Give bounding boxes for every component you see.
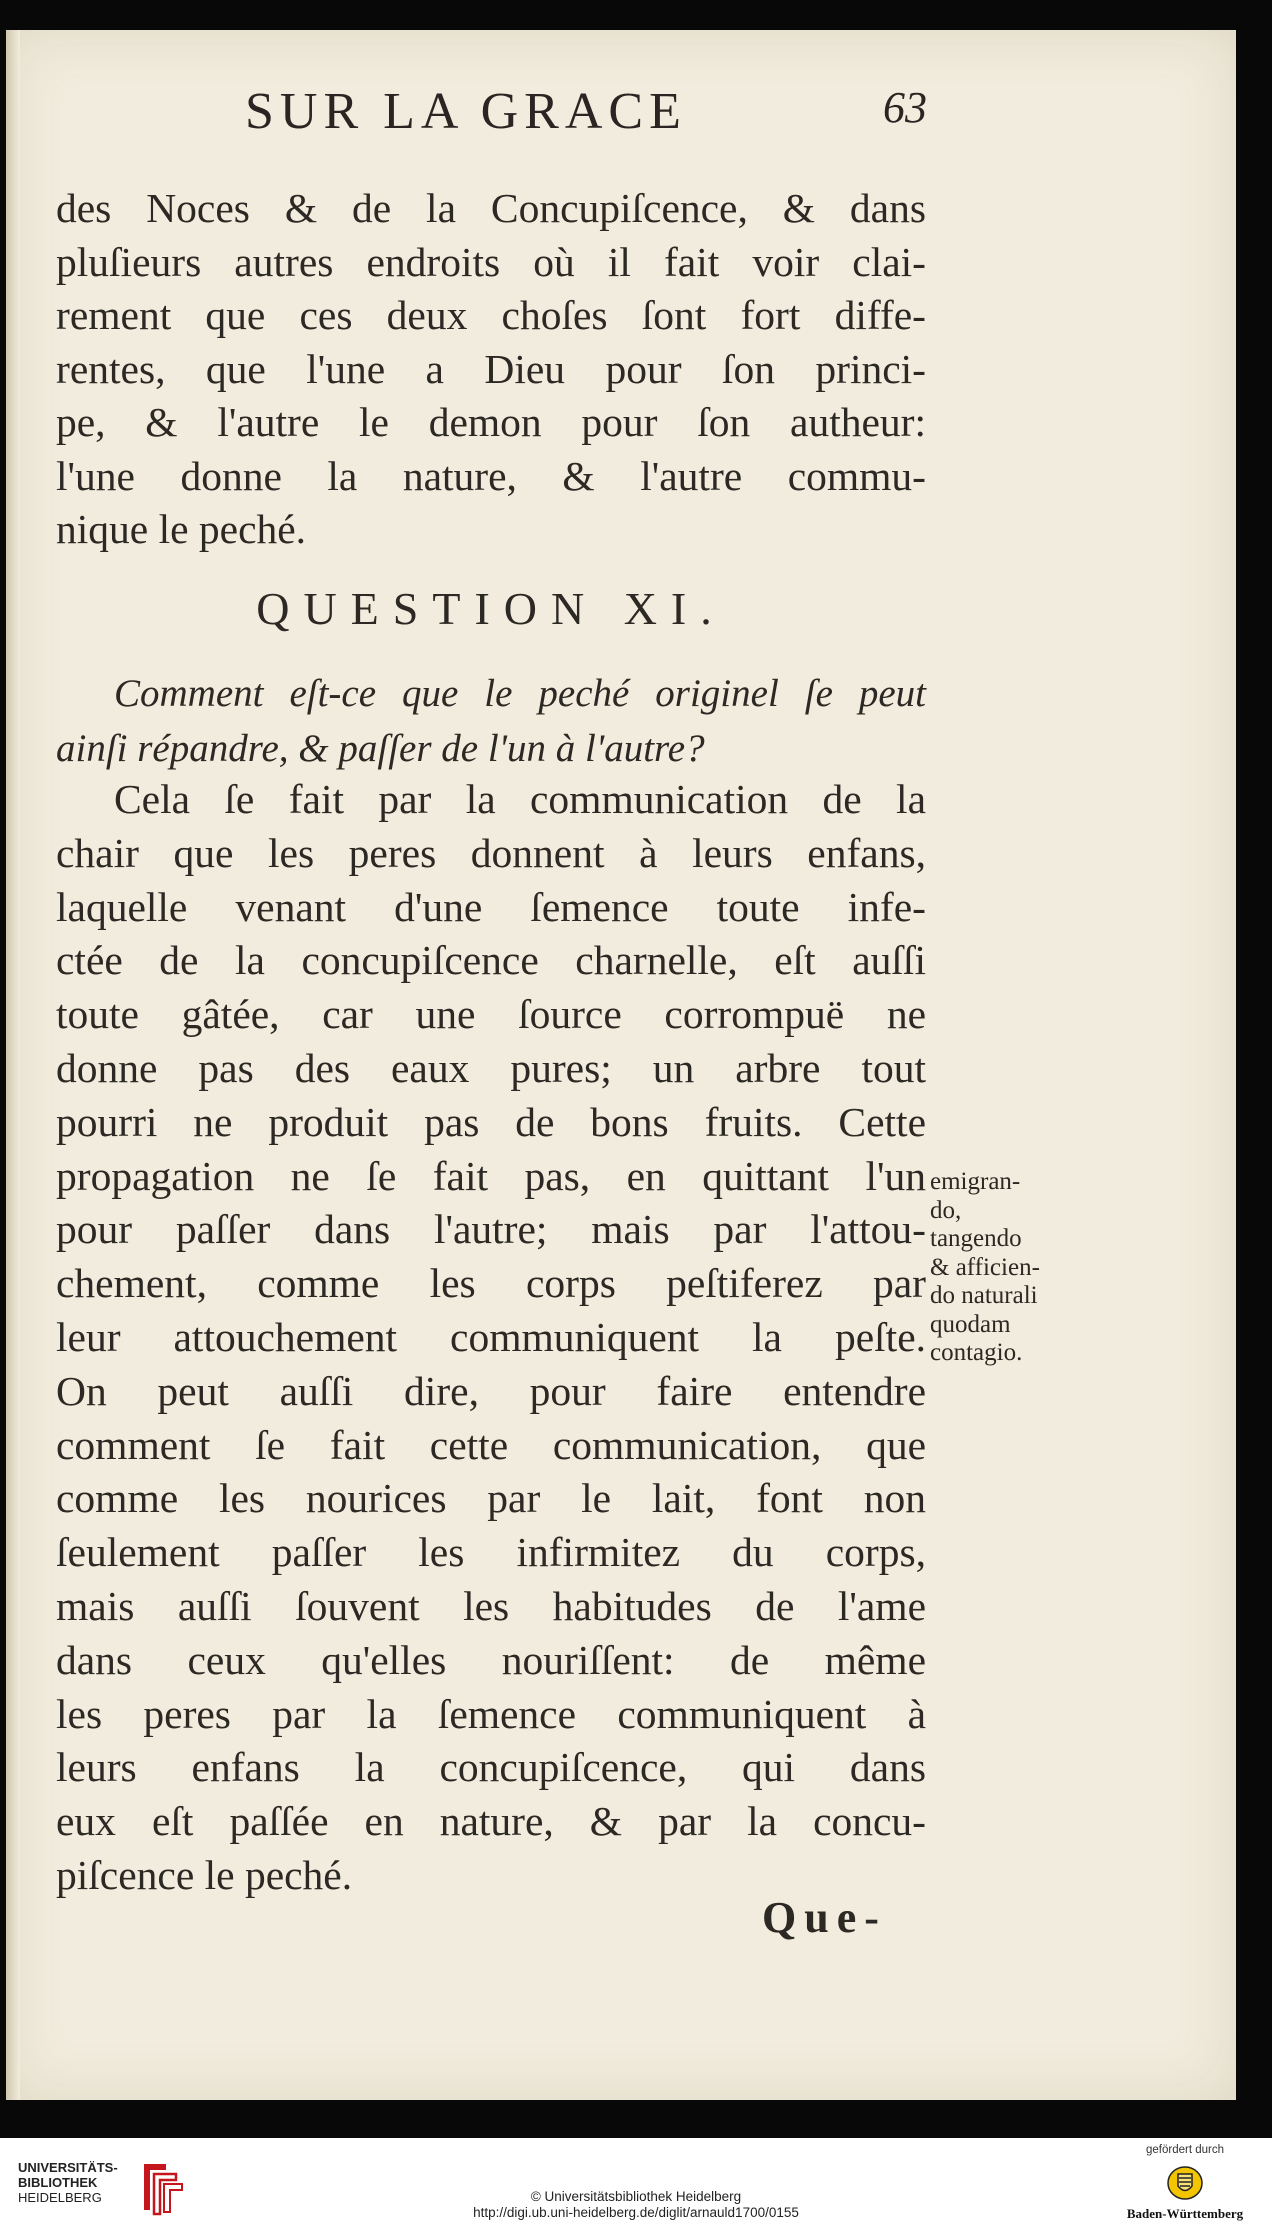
text-line: On peut auſſi dire, pour faire entendre (56, 1367, 926, 1414)
text-line: eux eſt paſſée en nature, & par la concu- (56, 1798, 926, 1845)
sponsor-name: Baden-Württemberg (1126, 2206, 1244, 2221)
text-line: pluſieurs autres endroits où il fait voir clai- (56, 238, 926, 285)
text-line: piſcence le peché. (56, 1851, 353, 1898)
text-line: toute gâtée, car une ſource corrompuë ne (56, 991, 926, 1038)
catchword: Que- (762, 1893, 887, 1942)
paragraph-1 (56, 182, 926, 557)
page-header (245, 82, 945, 172)
page-edge (6, 30, 20, 2100)
text-line: leur attouchement communiquent la peſte. (56, 1313, 926, 1360)
text-line: pour paſſer dans l'autre; mais par l'attou- (56, 1206, 926, 1253)
viewer-footer (0, 2138, 1272, 2228)
marginal-line: tangendo (930, 1225, 1022, 1252)
text-line: Cela ſe fait par la communication de la (114, 776, 926, 822)
state-crest-icon (1167, 2166, 1203, 2200)
text-line: donne pas des eaux pures; un arbre tout (56, 1044, 926, 1091)
question-text (56, 666, 926, 776)
question-line: Comment eſt-ce que le peché originel ſe peut (114, 672, 926, 715)
text-line: nique le peché. (56, 506, 307, 552)
marginal-note (930, 1168, 1080, 1368)
text-line: leurs enfans la concupiſcence, qui dans (56, 1744, 926, 1791)
text-line: comme les nourices par le lait, font non (56, 1475, 926, 1522)
text-line: laquelle venant d'une ſemence toute infe- (56, 883, 926, 930)
permalink-url[interactable]: http://digi.ub.uni-heidelberg.de/diglit/arnauld1700/0155 (473, 2205, 799, 2220)
library-name-line: HEIDELBERG (18, 2190, 102, 2205)
page-number: 63 (883, 83, 927, 132)
text-line: comment ſe fait cette communication, que (56, 1421, 926, 1468)
text-line: les peres par la ſemence communiquent à (56, 1690, 926, 1737)
text-line: ſeulement paſſer les infirmitez du corps, (56, 1529, 926, 1576)
text-line: dans ceux qu'elles nouriſſent: de même (56, 1636, 926, 1683)
text-line: ctée de la concupiſcence charnelle, eſt auſſi (56, 937, 926, 984)
text-line: rement que ces deux choſes ſont fort diffe- (56, 292, 926, 338)
running-title: SUR LA GRACE (245, 83, 687, 140)
marginal-line: emigran- (930, 1168, 1021, 1195)
section-heading: QUESTION XI. (256, 583, 726, 634)
question-line: ainſi répandre, & paſſer de l'un à l'autre? (56, 727, 705, 770)
marginal-line: contagio. (930, 1339, 1023, 1366)
library-name-line: BIBLIOTHEK (18, 2175, 98, 2190)
text-line: l'une donne la nature, & l'autre commu- (56, 452, 926, 499)
text-line: propagation ne ſe fait pas, en quittant l'un (56, 1152, 926, 1199)
text-line: mais auſſi ſouvent les habitudes de l'ame (56, 1582, 926, 1629)
text-line: pourri ne produit pas de bons fruits. Cette (56, 1098, 926, 1145)
text-line: rentes, que l'une a Dieu pour ſon princi- (56, 345, 926, 392)
marginal-line: do, (930, 1196, 962, 1224)
text-line: des Noces & de la Concupiſcence, & dans (56, 185, 926, 231)
paragraph-2 (56, 773, 926, 1903)
marginal-line: quodam (930, 1310, 1011, 1338)
marginal-line: do naturali (930, 1282, 1038, 1309)
library-name-line: UNIVERSITÄTS- (18, 2160, 118, 2175)
text-line: chair que les peres donnent à leurs enfans, (56, 829, 926, 876)
sponsor-label: gefördert durch (1146, 2144, 1224, 2156)
sponsor-block[interactable] (1120, 2144, 1250, 2226)
text-line: pe, & l'autre le demon pour ſon autheur: (56, 399, 926, 445)
text-line: chement, comme les corps peſtiferez par (56, 1260, 926, 1307)
copyright-text: © Universitätsbibliothek Heidelberg (530, 2189, 742, 2204)
marginal-line: & afficien- (930, 1253, 1040, 1281)
